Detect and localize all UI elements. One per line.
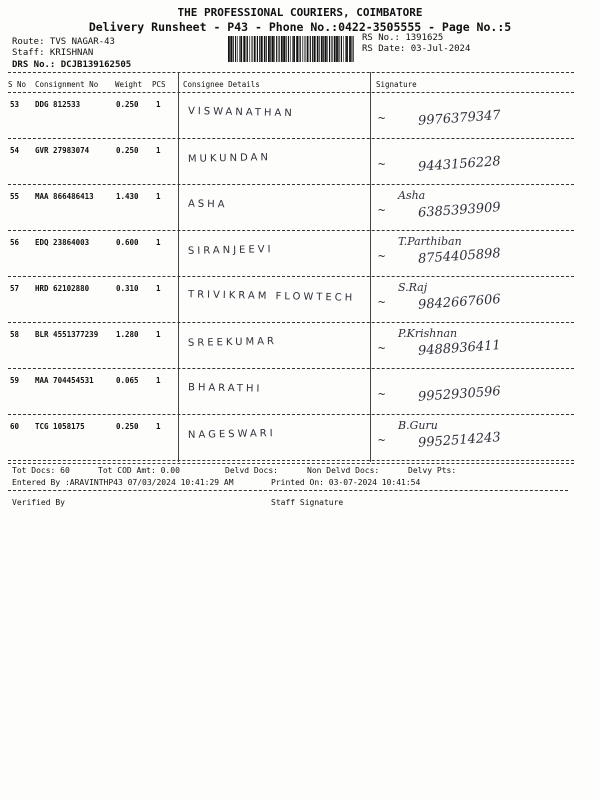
row-weight: 0.065: [116, 376, 139, 385]
row-divider: [8, 276, 574, 277]
signature-phone: 9952930596: [417, 384, 502, 405]
tot-cod: Tot COD Amt: 0.00: [98, 466, 180, 475]
rs-date: RS Date: 03-Jul-2024: [362, 44, 471, 54]
row-weight: 0.310: [116, 284, 139, 293]
divider: [8, 463, 574, 464]
staff-label: Staff: KRISHNAN: [12, 48, 94, 58]
row-pcs: 1: [156, 100, 161, 109]
drs-number: DRS No.: DCJB139162505: [12, 60, 132, 70]
signature-scribble: ~: [378, 203, 386, 217]
row-weight: 0.600: [116, 238, 139, 247]
row-weight: 0.250: [116, 422, 139, 431]
row-weight: 1.430: [116, 192, 139, 201]
barcode-bar: [254, 36, 256, 62]
consignee-handwritten: VISWANATHAN: [187, 105, 295, 120]
barcode-bar: [319, 36, 320, 62]
row-divider: [8, 184, 574, 185]
row-divider: [8, 414, 574, 415]
row-sno: 55: [10, 192, 20, 201]
col-sno: S No: [8, 80, 27, 89]
barcode-bar: [243, 36, 245, 62]
verified-by: Verified By: [12, 498, 65, 507]
row-sno: 54: [10, 146, 20, 155]
row-consignment: HRD 62102880: [35, 284, 90, 293]
barcode-bar: [228, 36, 230, 62]
barcode-bar: [307, 36, 309, 62]
barcode-bar: [341, 36, 342, 62]
barcode-bar: [281, 36, 283, 62]
barcode-bar: [343, 36, 344, 62]
row-consignment: EDQ 23864003: [35, 238, 90, 247]
signature-phone: 9842667606: [417, 292, 502, 313]
row-pcs: 1: [156, 376, 161, 385]
barcode-bar: [261, 36, 263, 62]
consignee-handwritten: SIRANJEEVI: [187, 244, 274, 257]
row-weight: 1.280: [116, 330, 139, 339]
barcode-bar: [314, 36, 316, 62]
delvd-docs: Delvd Docs:: [225, 466, 278, 475]
signature-scribble: ~: [378, 387, 386, 401]
barcode-bar: [331, 36, 332, 62]
barcode-bar: [300, 36, 301, 62]
runsheet-title: Delivery Runsheet - P43 - Phone No.:0422-3505555 - Page No.:5: [88, 20, 512, 34]
row-consignment: MAA 866486413: [35, 192, 94, 201]
signature-name: B.Guru: [398, 419, 438, 432]
barcode-bar: [230, 36, 232, 62]
col-consignment: Consignment No: [35, 80, 99, 89]
barcode-bar: [283, 36, 285, 62]
barcode-bar: [247, 36, 248, 62]
barcode-bar: [264, 36, 265, 62]
barcode-bar: [239, 36, 240, 62]
barcode-bar: [249, 36, 250, 62]
barcode-bar: [336, 36, 338, 62]
barcode-bar: [302, 36, 303, 62]
consignee-handwritten: MUKUNDAN: [187, 152, 271, 165]
barcode-bar: [299, 36, 300, 62]
barcode-bar: [272, 36, 274, 62]
barcode-bar: [290, 36, 291, 62]
row-divider: [8, 138, 574, 139]
signature-phone: 9952514243: [417, 430, 502, 451]
barcode-bar: [276, 36, 277, 62]
tot-docs: Tot Docs: 60: [12, 466, 70, 475]
barcode-bar: [237, 36, 238, 62]
row-sno: 53: [10, 100, 20, 109]
delvy-pts: Delvy Pts:: [408, 466, 457, 475]
col-signature: Signature: [376, 80, 417, 89]
signature-phone: 9443156228: [417, 154, 502, 175]
divider: [8, 92, 574, 93]
barcode-bar: [305, 36, 306, 62]
barcode-bar: [246, 36, 247, 62]
barcode-bar: [240, 36, 242, 62]
barcode-bar: [292, 36, 293, 62]
row-consignment: DDG 812533: [35, 100, 81, 109]
row-sno: 60: [10, 422, 20, 431]
barcode-bar: [268, 36, 270, 62]
signature-scribble: ~: [378, 295, 386, 309]
barcode-bar: [235, 36, 236, 62]
barcode-bar: [251, 36, 252, 62]
barcode-bar: [310, 36, 311, 62]
barcode-bar: [257, 36, 258, 62]
signature-name: Asha: [398, 189, 426, 202]
row-divider: [8, 368, 574, 369]
consignee-handwritten: SREEKUMAR: [187, 336, 278, 349]
signature-phone: 6385393909: [417, 200, 502, 221]
barcode-bar: [270, 36, 271, 62]
route-label: Route: TVS NAGAR-43: [12, 37, 115, 47]
row-consignment: GVR 27983074: [35, 146, 90, 155]
barcode-bar: [346, 36, 348, 62]
row-sno: 56: [10, 238, 20, 247]
row-weight: 0.250: [116, 100, 139, 109]
consignee-handwritten: BHARATHI: [187, 382, 263, 395]
row-divider: [8, 460, 574, 461]
row-consignment: TCG 1058175: [35, 422, 85, 431]
barcode-bar: [327, 36, 328, 62]
row-pcs: 1: [156, 330, 161, 339]
row-sno: 57: [10, 284, 20, 293]
barcode-bar: [279, 36, 280, 62]
barcode-bar: [317, 36, 318, 62]
printed-on: Printed On: 03-07-2024 10:41:54: [271, 478, 421, 487]
barcode: [228, 36, 356, 62]
barcode-bar: [334, 36, 336, 62]
staff-signature-label: Staff Signature: [271, 498, 344, 507]
barcode-bar: [349, 36, 351, 62]
barcode-bar: [288, 36, 289, 62]
row-pcs: 1: [156, 238, 161, 247]
signature-name: T.Parthiban: [398, 235, 462, 248]
signature-phone: 9976379347: [417, 108, 502, 129]
consignee-handwritten: ASHA: [187, 198, 228, 211]
barcode-bar: [286, 36, 287, 62]
consignee-handwritten: NAGESWARI: [187, 428, 276, 441]
barcode-bar: [296, 36, 298, 62]
row-pcs: 1: [156, 146, 161, 155]
signature-phone: 9488936411: [417, 338, 502, 359]
barcode-bar: [323, 36, 324, 62]
row-weight: 0.250: [116, 146, 139, 155]
barcode-bar: [338, 36, 339, 62]
signature-name: S.Raj: [398, 281, 428, 294]
divider: [8, 490, 568, 491]
consignee-handwritten: TRIVIKRAM FLOWTECH: [187, 289, 356, 304]
barcode-bar: [312, 36, 313, 62]
row-divider: [8, 230, 574, 231]
barcode-bar: [345, 36, 346, 62]
barcode-bar: [353, 36, 354, 62]
table-header: [8, 78, 572, 92]
row-sno: 58: [10, 330, 20, 339]
company-title: THE PROFESSIONAL COURIERS, COIMBATORE: [177, 6, 423, 19]
row-pcs: 1: [156, 422, 161, 431]
row-consignment: MAA 704454531: [35, 376, 94, 385]
entered-by: Entered By :ARAVINTHP43 07/03/2024 10:41:29 AM: [12, 478, 234, 487]
barcode-bar: [325, 36, 327, 62]
row-pcs: 1: [156, 192, 161, 201]
row-pcs: 1: [156, 284, 161, 293]
barcode-bar: [233, 36, 234, 62]
barcode-bar: [351, 36, 352, 62]
non-delvd-docs: Non Delvd Docs:: [307, 466, 380, 475]
barcode-bar: [329, 36, 330, 62]
barcode-bar: [304, 36, 305, 62]
barcode-bar: [266, 36, 267, 62]
signature-scribble: ~: [378, 111, 386, 125]
col-pcs: PCS: [152, 80, 166, 89]
barcode-bar: [259, 36, 260, 62]
row-sno: 59: [10, 376, 20, 385]
column-line: [178, 72, 179, 462]
barcode-bar: [252, 36, 253, 62]
barcode-bar: [274, 36, 275, 62]
signature-phone: 8754405898: [417, 246, 502, 267]
col-weight: Weight: [115, 80, 143, 89]
signature-scribble: ~: [378, 433, 386, 447]
signature-name: P.Krishnan: [398, 327, 458, 340]
signature-scribble: ~: [378, 157, 386, 171]
signature-scribble: ~: [378, 249, 386, 263]
col-consignee: Consignee Details: [183, 80, 260, 89]
barcode-bar: [321, 36, 323, 62]
divider: [8, 72, 574, 73]
signature-scribble: ~: [378, 341, 386, 355]
rs-number: RS No.: 1391625: [362, 33, 444, 43]
barcode-bar: [293, 36, 295, 62]
column-line: [370, 72, 371, 462]
row-divider: [8, 322, 574, 323]
row-consignment: BLR 4551377239: [35, 330, 99, 339]
